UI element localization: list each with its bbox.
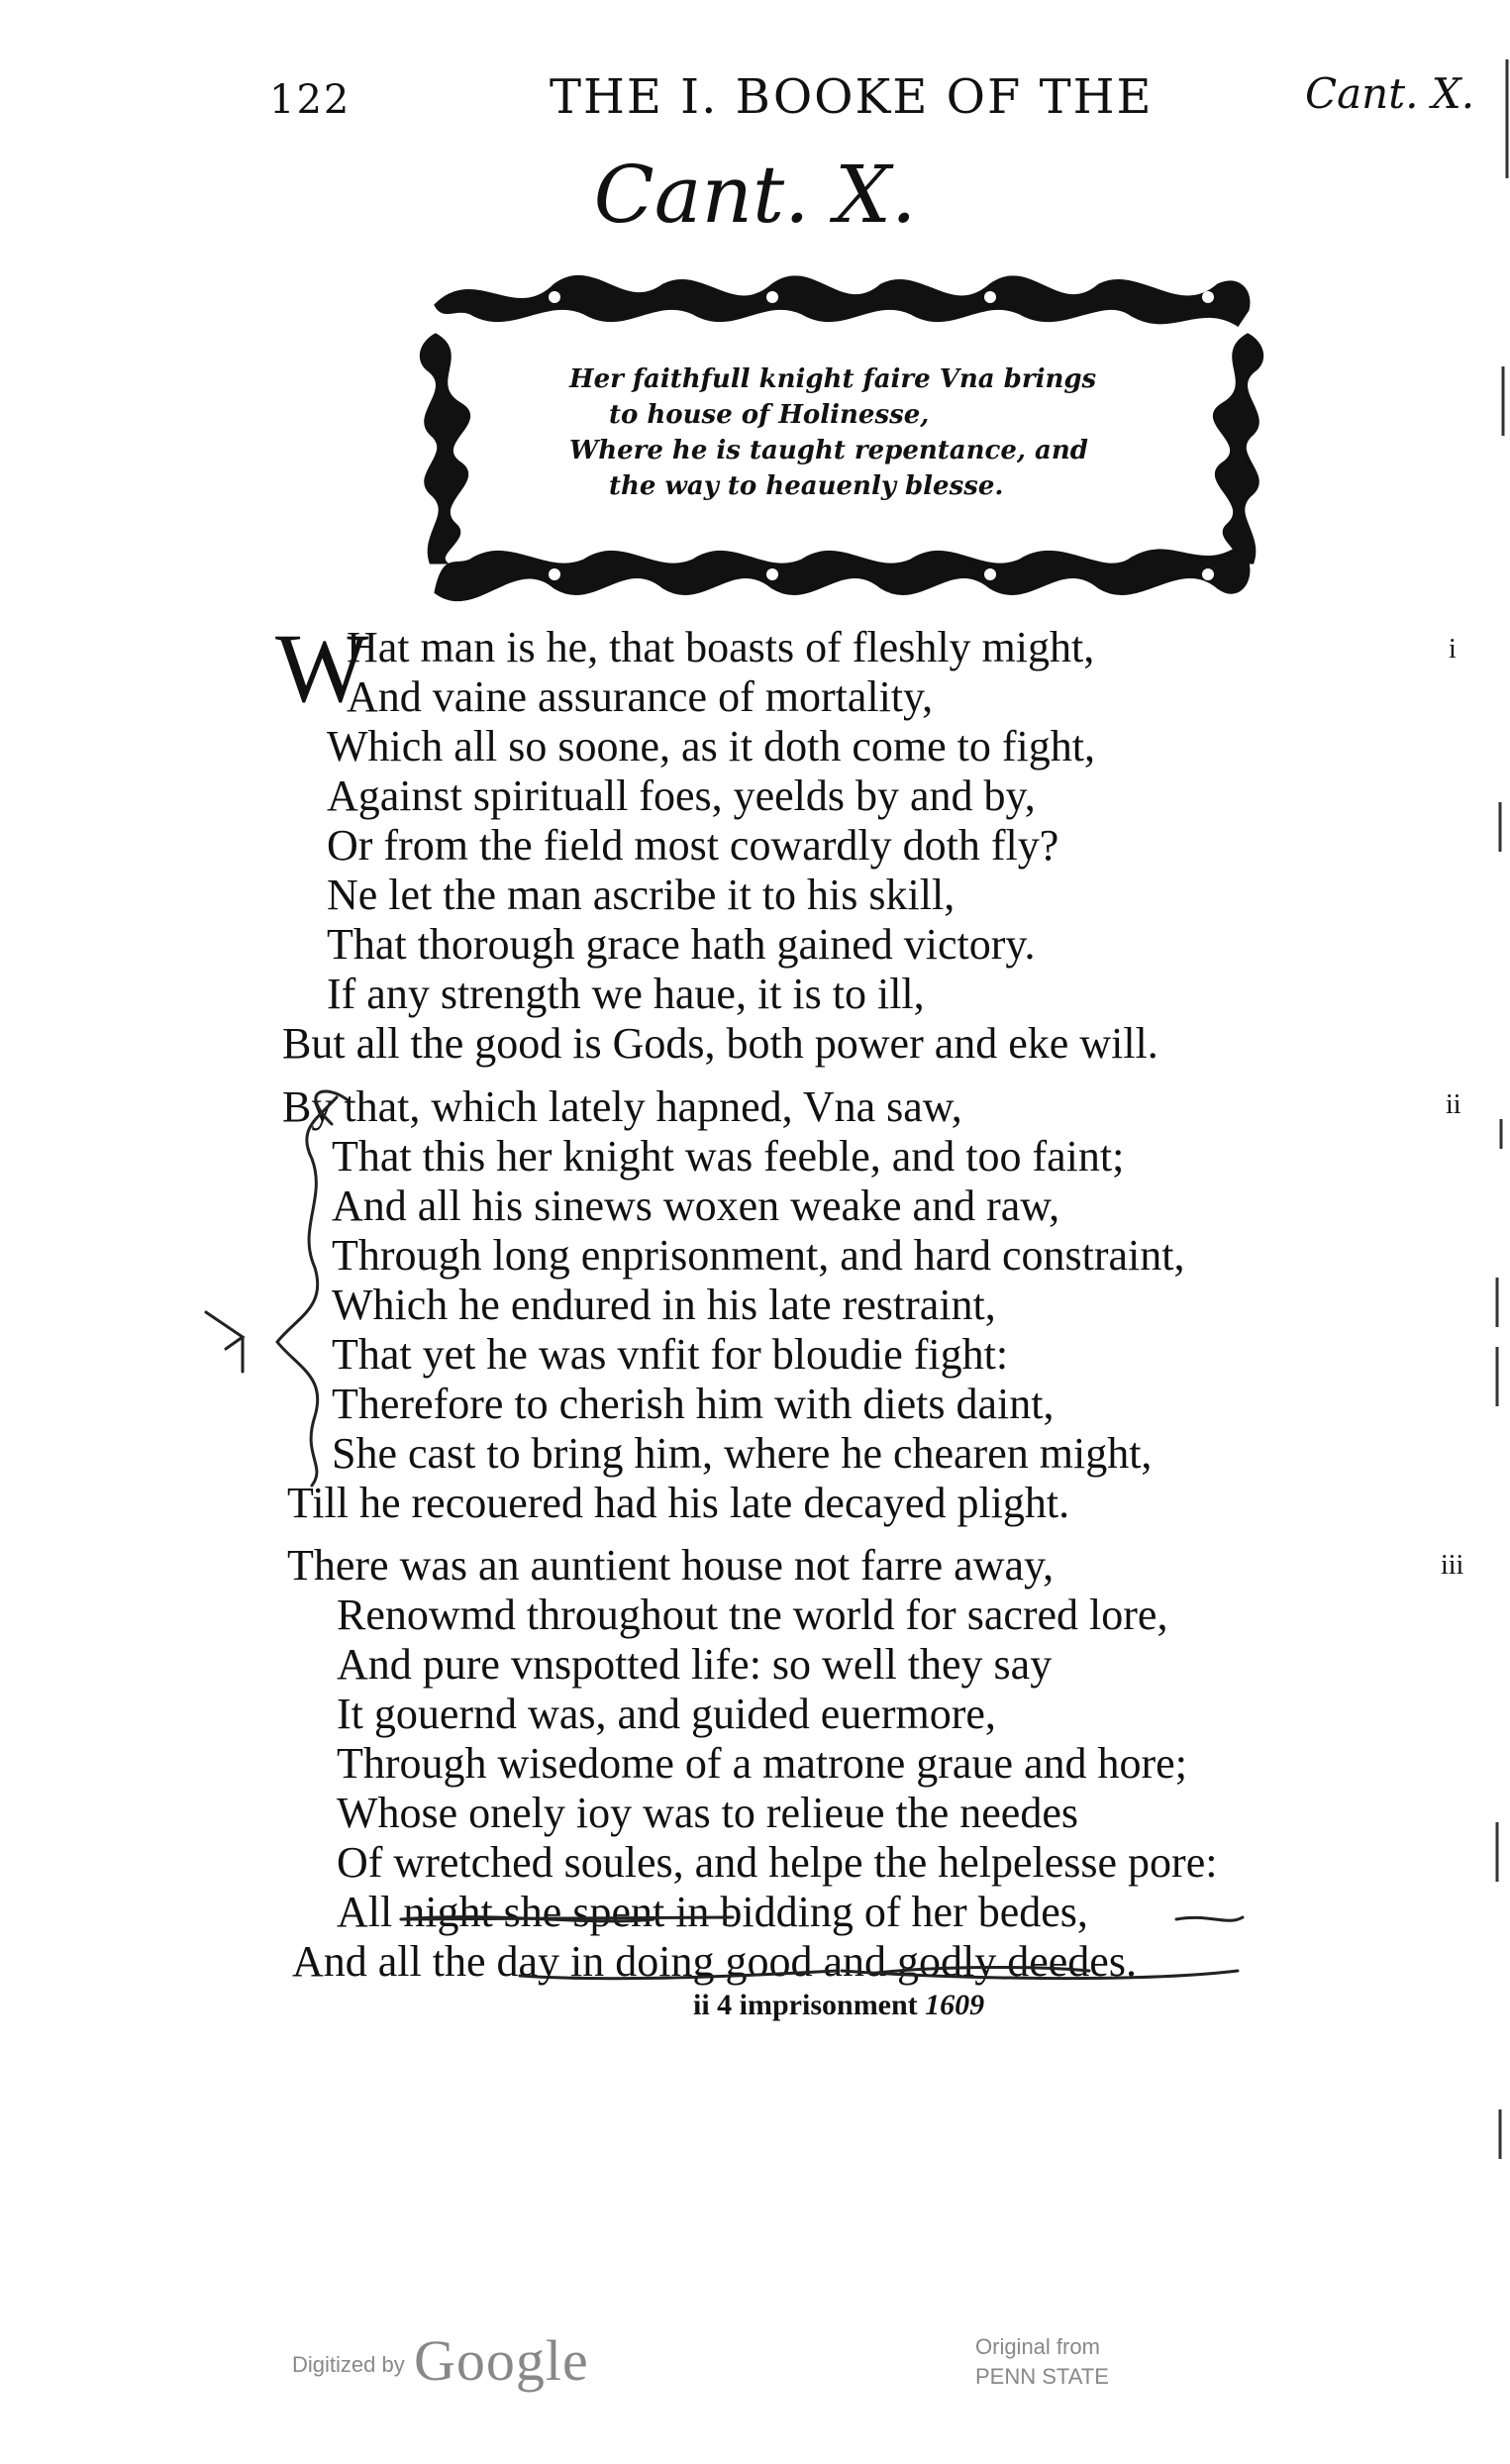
original-from-label: Original from bbox=[975, 2334, 1100, 2359]
stanza-number: iii bbox=[1441, 1550, 1464, 1581]
verse-line: There was an auntient house not farre away, bbox=[287, 1541, 1055, 1590]
verse-line: She cast to bring him, where he chearen might, bbox=[332, 1429, 1153, 1478]
canto-argument bbox=[569, 361, 1163, 504]
verse-line: Therefore to cherish him with diets daint, bbox=[332, 1380, 1055, 1428]
verse-line: And pure vnspotted life: so well they say bbox=[337, 1640, 1053, 1689]
verse-line: Against spirituall foes, yeelds by and by, bbox=[327, 771, 1036, 820]
verse-line: By that, which lately hapned, Vna saw, bbox=[282, 1082, 962, 1131]
margin-bracket bbox=[277, 1097, 337, 1486]
argument-line: the way to heauenly blesse. bbox=[609, 471, 1004, 501]
verse-line: If any strength we haue, it is to ill, bbox=[327, 970, 925, 1018]
verse-line: But all the good is Gods, both power and eke will. bbox=[282, 1019, 1158, 1068]
verse-line: Ne let the man ascribe it to his skill, bbox=[327, 871, 956, 919]
verse-line: Renowmd throughout tne world for sacred lore, bbox=[337, 1591, 1168, 1639]
canto-title: Cant. X. bbox=[593, 149, 917, 241]
digitized-by-label: Digitized by bbox=[292, 2352, 405, 2377]
argument-line: Where he is taught repentance, and bbox=[569, 436, 1088, 465]
verse-line: That this her knight was feeble, and too faint; bbox=[332, 1132, 1125, 1181]
running-title: THE I. BOOKE OF THE bbox=[550, 69, 1154, 125]
original-source bbox=[975, 2332, 1109, 2392]
institution-label: PENN STATE bbox=[975, 2364, 1109, 2389]
page-number: 122 bbox=[269, 77, 352, 123]
verse-line: That yet he was vnfit for bloudie fight: bbox=[332, 1330, 1009, 1379]
stanza-number: ii bbox=[1446, 1089, 1461, 1120]
argument-line: to house of Holinesse, bbox=[609, 400, 930, 430]
verse-line: That thorough grace hath gained victory. bbox=[327, 920, 1036, 969]
verse-line: It gouernd was, and guided euermore, bbox=[337, 1690, 996, 1738]
verse-line: Of wretched soules, and helpe the helpelesse pore: bbox=[337, 1838, 1218, 1887]
verse-line: And vaine assurance of mortality, bbox=[347, 672, 934, 721]
verse-line: Through long enprisonment, and hard constraint, bbox=[332, 1231, 1185, 1280]
canto-reference: Cant. X. bbox=[1305, 69, 1475, 118]
verse-line: And all the day in doing good and godly deedes. bbox=[292, 1937, 1137, 1986]
google-logo: Google bbox=[414, 2328, 589, 2393]
verse-line: Hat man is he, that boasts of fleshly might, bbox=[347, 623, 1095, 671]
verse-line: And all his sinews woxen weake and raw, bbox=[332, 1181, 1060, 1230]
verse-line: Through wisedome of a matrone graue and hore; bbox=[337, 1739, 1187, 1788]
verse-line: Which all so soone, as it doth come to fight, bbox=[327, 722, 1095, 770]
verse-line: All night she spent in bidding of her bedes, bbox=[337, 1888, 1088, 1936]
verse-line: Whose onely ioy was to relieue the needes bbox=[337, 1789, 1078, 1837]
verse-line: Till he recouered had his late decayed plight. bbox=[287, 1479, 1070, 1527]
verse-line: Or from the field most cowardly doth fly? bbox=[327, 821, 1059, 870]
footnote-text: ii 4 imprisonment bbox=[693, 1989, 918, 2021]
scan-edge bbox=[1446, 0, 1510, 2464]
verse-line: Which he endured in his late restraint, bbox=[332, 1281, 996, 1329]
stanza-number: i bbox=[1449, 634, 1457, 665]
footnote bbox=[693, 1989, 984, 2022]
argument-line: Her faithfull knight faire Vna brings bbox=[569, 364, 1097, 394]
margin-arrow bbox=[206, 1312, 243, 1372]
drop-cap: W bbox=[275, 613, 369, 723]
footnote-year: 1609 bbox=[925, 1989, 985, 2021]
